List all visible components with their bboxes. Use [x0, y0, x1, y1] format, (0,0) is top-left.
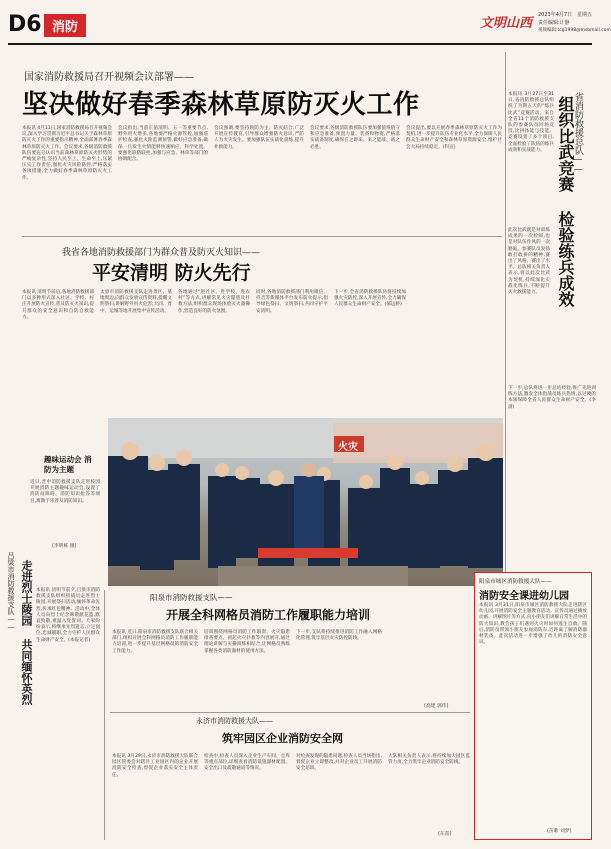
- side-article-body-a: 本报讯 3月27日至31日,省消防救援总队组织了为期五天的“练兵比武”竞赛活动。来自全省11个消防救援支队的参赛队员同场竞技,比拼体能与技能。竞赛设置了多个项目,全面检验了队伍的练兵成效和实战能力。: [508, 92, 554, 153]
- editor-line: 责任编辑:计静: [538, 20, 570, 26]
- issue-weekday: 星期五: [577, 12, 593, 18]
- page-number: D6: [8, 12, 42, 37]
- headline1-col2: 会议指出,当前正值清明、五一等重要节点,野外用火增多,各地要严格火源管控,加强巡护检查,强化火险监测预警,做好应急准备,确保一旦发生火情能够快速响应、科学处置。要强化联防联控,加强与应急、林草等部门的协调配合。: [118, 126, 208, 163]
- headline4-col3: 对检查发现的隐患问题,检查人员当场指出,督促企业立即整改,并对企业员工开展消防安全培训。: [296, 754, 382, 772]
- headline2-kicker: 我省各地消防救援部门为群众普及防灭火知识——: [62, 248, 261, 258]
- headline3-col2: 培训围绕网格员消防工作职责、火灾隐患排查要点、初起火灾扑救等内容展开,通过理论讲解与实操演练相结合,让网格员熟练掌握各类消防器材的使用方法。: [204, 630, 290, 654]
- headline3-credit: (高建 郭伟): [424, 704, 449, 709]
- headline3-title: 开展全科网格员消防工作履职能力培训: [166, 608, 371, 622]
- masthead-rule: [8, 43, 592, 45]
- column-divider: [505, 52, 506, 572]
- left-article-kicker: 吕梁市消防救援支队——: [7, 552, 15, 631]
- section-divider-3: [110, 712, 470, 713]
- section-divider: [22, 236, 502, 237]
- headline2-title: 平安清明 防火先行: [92, 262, 251, 284]
- boxed-article-body: 本报讯 3月31日,阳泉市城区消防救援大队走进辖区幼儿园,开展消防安全主题教育活动。宣传员通过播放动画、讲解图片等方式,向小朋友们讲解日常生活中的防火知识,教会孩子们遇到火灾时如何逃生自救。随后,消防员带领小朋友参观消防车,近距离了解消防器材装备。此次活动进一步增强了幼儿的消防安全意识。: [479, 603, 587, 646]
- paper-logo: 文明山西: [480, 16, 533, 31]
- side-article-body-b: 此次比武既是对训练成果的一次检阅,也是对队伍作风的一次磨砺。参赛队员发扬敢打敢拼的精神,赛出了风格、赛出了水平。总队相关负责人表示,将以此次比武为契机,持续深化实战化练兵,不断提升灭火救援能力。: [508, 228, 550, 296]
- headline4-kicker: 永济市消防救援大队——: [196, 717, 273, 725]
- boxed-article-credit: (苗歌 刘梦): [547, 829, 572, 834]
- headline4-col4: 大队相关负责人表示,将持续加大园区监管力度,全力筑牢企业消防安全防线。: [388, 754, 470, 766]
- headline4-col2: 检查中,检查人员深入企业生产车间、仓库等重点部位,详细查看消防设施器材配置、安全出口及疏散通道等情况。: [204, 754, 290, 772]
- headline4-col1: 本报讯 3月29日,永济市消防救援大队联合园区管委会对辖区工业园区内的企业开展消防安全检查,督促企业落实安全主体责任。: [112, 754, 198, 778]
- headline4-title: 筑牢园区企业消防安全网: [222, 732, 343, 745]
- side-article-kicker: 省消防救援总队——: [573, 92, 583, 175]
- photo-caption-text: 近日,晋中消防救援支队走进校园开展消防主题趣味运动会,设置了消防站障碍、消防知识抢答等项目,寓教于乐普及消防知识。: [30, 480, 100, 504]
- editor-email: 视频编辑:tcg1998@msbmail.com: [538, 28, 611, 33]
- headline1-col3: 会议强调,要坚持预防为主、防灭结合,广泛开展宣传教育,引导群众增强防火意识,严防人为火灾发生。要加强队伍实战化训练,提升扑救能力。: [214, 126, 304, 150]
- headline1-col4: 会议要求,各级消防救援队伍要加强值班值守和应急准备,预置力量、装备和物资,严格落实战备制度,确保召之即来、来之能战、战之必胜。: [310, 126, 400, 150]
- headline3-col1: 本报讯 近日,阳泉市消防救援支队联合相关部门,组织开展全科网格员消防工作履职能力培训,进一步提升基层网格员的消防安全工作能力。: [112, 630, 198, 654]
- photo-caption-title: 趣味运动会 消防为主题: [44, 455, 92, 474]
- headline1-title: 坚决做好春季森林草原防灭火工作: [22, 90, 420, 120]
- side-article-title: 组织比武竞赛 检验练兵成效: [556, 96, 575, 307]
- photo-banner-text: 火灾: [338, 442, 358, 453]
- headline2-col3: 各地通过“进社区、进学校、进农村”等方式,讲解常见火灾隐患及扑救方法,组织群众现场体验灭火器操作,营造良好的防火氛围。: [178, 290, 250, 314]
- headline4-credit: (东雷): [438, 832, 452, 837]
- headline2-col2: 太原市消防救援支队走进景区、墓地周边,向群众发放宣传资料,提醒文明祭扫,讲解野外用火危害;大同、晋中、运城等地开展集中宣传活动。: [100, 290, 172, 314]
- photo-scene: [108, 418, 503, 586]
- headline1-col5: 会议提出,要以开展春季森林草原防灭火工作为契机,进一步提升队伍专业化水平,全力保障人民群众生命财产安全和森林草原资源安全,维护社会大局持续稳定。(科宣): [406, 126, 502, 150]
- boxed-article-title: 消防安全课进幼儿园: [479, 591, 569, 602]
- headline2-col1: 本报讯 清明节前后,各地消防救援部门以多种形式深入社区、学校、村庄开展防火宣传,普及防灭火知识,提升群众的安全意识和自防自救能力。: [22, 290, 94, 320]
- boxed-article: [474, 572, 592, 840]
- masthead: [0, 0, 611, 44]
- left-article-body: 本报讯 清明节前夕,吕梁市消防救援支队组织指战员走进烈士陵园,开展祭扫活动,缅怀革命先烈,传承红色精神。活动中,全体人员向烈士纪念碑敬献花篮,默哀致敬,重温入党誓词。大家纷纷表示,将继承先烈遗志,立足岗位,忠诚履职,全力守护人民群众生命财产安全。(本报记者): [36, 588, 100, 643]
- headline2-col4: 同时,各地消防救援部门利用微信、抖音等新媒体平台发布防火提示,倡导绿色祭扫、文明祭扫,共同守护平安清明。: [256, 290, 328, 314]
- left-article-title: 走进烈士陵园 共同缅怀英烈: [20, 560, 33, 705]
- boxed-article-kicker: 阳泉市城区消防救援大队——: [479, 579, 552, 585]
- headline1-col1: 本报讯 4月11日,国家消防救援局召开视频会议,深入学习贯彻习近平总书记关于森林草原防灭火工作的重要指示精神,全面部署春季森林草原防灭火工作。会议要求,各级消防救援队伍要充分认识当前森林草原防灭火形势的严峻复杂性,坚持人民至上、生命至上,压紧压实工作责任,强化火灾风险防控,严格落实各项措施,全力做好春季森林草原防灭火工作。: [22, 126, 112, 181]
- headline3-kicker: 阳泉市消防救援支队——: [150, 593, 233, 602]
- issue-date: 2023年4月7日: [538, 12, 573, 18]
- section-tag: 消防: [44, 14, 86, 37]
- side-article-body-c: 下一步,总队将进一步总结经验,推广先进训练方法,激发全体指战员练兵热情,以过硬的本领保障全省人民群众生命财产安全。(李澍): [508, 386, 596, 410]
- photo-credit: (李明栋 摄): [52, 544, 77, 549]
- headline2-col5: 下一步,全省消防救援队伍将持续加强火灾防控,深入开展宣传,全力确保人民群众生命财产安全。(郝远桥): [334, 290, 406, 308]
- news-photo: [108, 418, 503, 586]
- headline1-kicker: 国家消防救援局召开视频会议部署——: [24, 72, 194, 83]
- left-column-divider: [104, 590, 105, 840]
- headline3-col3: 下一步,支队将持续推进消防工作融入网格化管理,筑牢基层火灾防控防线。: [296, 630, 382, 642]
